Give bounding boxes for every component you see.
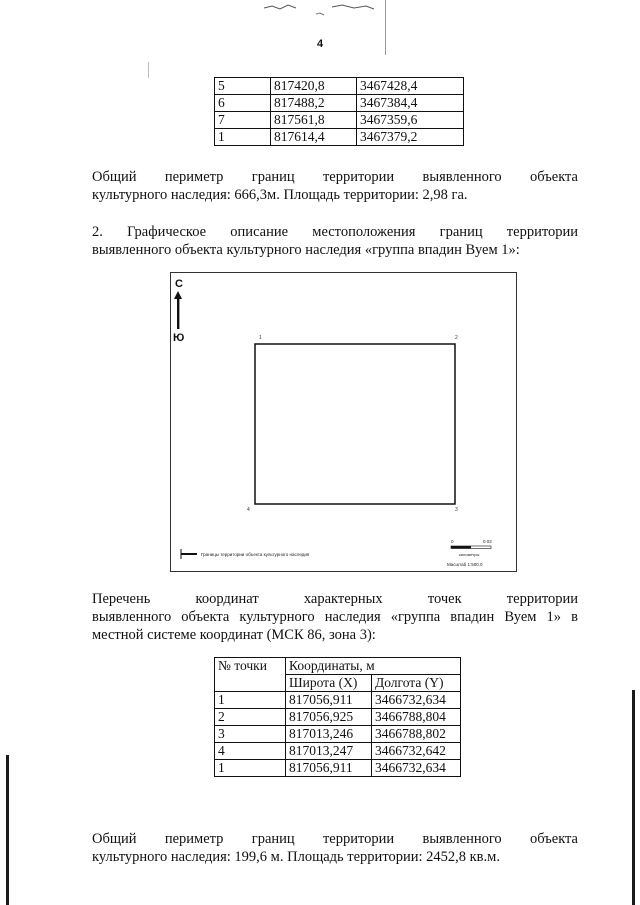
- table-row: [215, 709, 461, 726]
- coordinates-intro-line: Перечень координат характерных точек территории: [92, 591, 578, 607]
- scale-bar: [451, 546, 491, 549]
- table-row: [215, 129, 464, 146]
- point-cell: 5: [215, 78, 271, 95]
- coordinates-table: [214, 657, 461, 777]
- header-point-number: № точки: [215, 658, 286, 692]
- section-heading-line: выявленного объекта культурного наследия «группа впадин Вуем 1»:: [92, 242, 520, 258]
- point-cell: 4: [215, 743, 286, 760]
- y-cell: 3466788,804: [372, 709, 461, 726]
- x-cell: 817056,911: [286, 692, 372, 709]
- compass-north-label: С: [175, 278, 183, 290]
- table-row: [215, 78, 464, 95]
- perimeter-text-line: Общий периметр границ территории выявленного объекта: [92, 169, 578, 185]
- legend-label: Границы территории объекта культурного наследия: [201, 552, 310, 557]
- table-row: [215, 726, 461, 743]
- table-row: [215, 112, 464, 129]
- scale-unit-label: километры: [459, 552, 480, 557]
- vertex-label-3: 3: [455, 507, 458, 513]
- table-row: [215, 760, 461, 777]
- table-row: [215, 95, 464, 112]
- scan-smudge: [262, 2, 377, 16]
- vertex-label-2: 2: [455, 335, 458, 341]
- territory-boundary: [255, 344, 455, 504]
- header-longitude: Долгота (Y): [372, 675, 461, 692]
- page-number: 4: [316, 38, 324, 50]
- point-cell: 3: [215, 726, 286, 743]
- point-cell: 1: [215, 129, 271, 146]
- table-row: [215, 692, 461, 709]
- coordinates-intro-line: местной системе координат (МСК 86, зона 3):: [92, 627, 376, 643]
- scale-ratio-label: Масштаб 1:500.0: [447, 562, 483, 567]
- x-cell: 817614,4: [271, 129, 357, 146]
- scale-zero-label: 0: [451, 539, 454, 544]
- x-cell: 817056,911: [286, 760, 372, 777]
- coordinates-table-continued: [214, 77, 464, 146]
- scan-edge-bar: [632, 690, 635, 905]
- vertex-label-1: 1: [259, 335, 262, 341]
- header-latitude: Широта (X): [286, 675, 372, 692]
- coordinates-intro-line: выявленного объекта культурного наследия «группа впадин Вуем 1» в: [92, 609, 578, 625]
- scale-max-label: 0 02: [483, 539, 492, 544]
- y-cell: 3466732,642: [372, 743, 461, 760]
- x-cell: 817561,8: [271, 112, 357, 129]
- vertex-label-4: 4: [247, 507, 250, 513]
- x-cell: 817420,8: [271, 78, 357, 95]
- table-header-row: [215, 658, 461, 675]
- y-cell: 3466732,634: [372, 692, 461, 709]
- y-cell: 3467379,2: [357, 129, 464, 146]
- scan-line: [148, 62, 149, 78]
- point-cell: 1: [215, 760, 286, 777]
- x-cell: 817488,2: [271, 95, 357, 112]
- y-cell: 3467359,6: [357, 112, 464, 129]
- perimeter-text-line: культурного наследия: 666,3м. Площадь территории: 2,98 га.: [92, 187, 468, 203]
- x-cell: 817013,247: [286, 743, 372, 760]
- table-row: [215, 743, 461, 760]
- point-cell: 6: [215, 95, 271, 112]
- point-cell: 2: [215, 709, 286, 726]
- north-arrow-icon: [174, 291, 182, 329]
- y-cell: 3467384,4: [357, 95, 464, 112]
- compass-south-label: Ю: [173, 332, 185, 344]
- x-cell: 817056,925: [286, 709, 372, 726]
- perimeter-text-line: Общий периметр границ территории выявленного объекта: [92, 831, 578, 847]
- section-heading-line: 2. Графическое описание местоположения границ территории: [92, 224, 578, 240]
- y-cell: 3467428,4: [357, 78, 464, 95]
- y-cell: 3466732,634: [372, 760, 461, 777]
- header-coordinates: Координаты, м: [286, 658, 461, 675]
- scan-edge-bar: [6, 755, 9, 905]
- point-cell: 7: [215, 112, 271, 129]
- x-cell: 817013,246: [286, 726, 372, 743]
- point-cell: 1: [215, 692, 286, 709]
- perimeter-text-line: культурного наследия: 199,6 м. Площадь территории: 2452,8 кв.м.: [92, 849, 500, 865]
- boundary-map: [170, 272, 517, 572]
- y-cell: 3466788,802: [372, 726, 461, 743]
